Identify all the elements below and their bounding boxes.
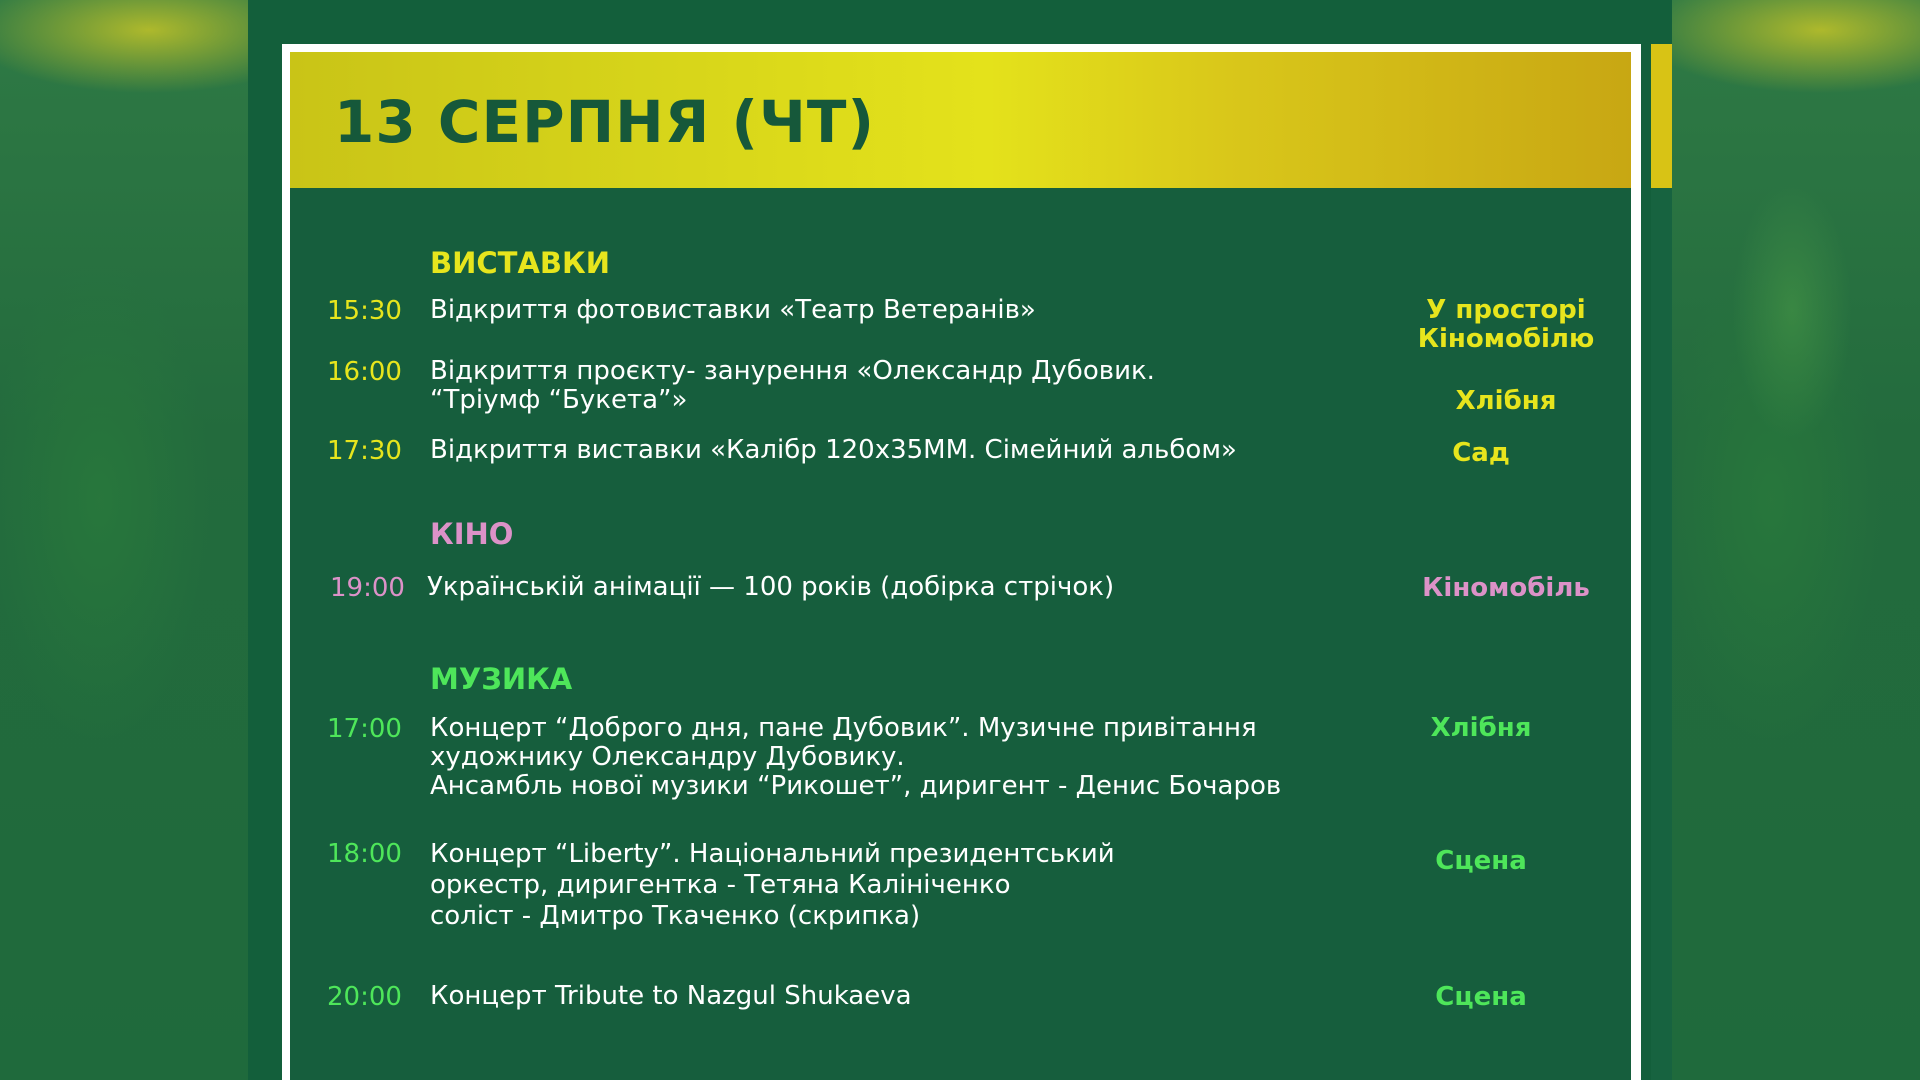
schedule-poster: [282, 44, 1641, 1080]
event-venue: Сцена: [1435, 982, 1527, 1012]
event-time: 20:00: [327, 982, 402, 1012]
event-venue: У просторі Кіномобілю: [1417, 295, 1595, 354]
event-description: Відкриття фотовиставки «Театр Ветеранів»: [430, 295, 1036, 325]
event-description: Концерт “Liberty”. Національний президентський оркестр, диригентка - Тетяна Калініченко соліст - Дмитро Ткаченко (скрипка): [430, 839, 1115, 931]
event-time: 17:30: [327, 436, 402, 466]
event-venue: Хлібня: [1430, 713, 1532, 743]
event-venue: Сцена: [1435, 846, 1527, 876]
event-description: Українській анімації — 100 років (добірка стрічок): [427, 572, 1115, 602]
date-title: 13 СЕРПНЯ (ЧТ): [334, 88, 875, 156]
event-time: 15:30: [327, 296, 402, 326]
blurred-background-right: [1672, 0, 1920, 1080]
event-description: Концерт Tribute to Nazgul Shukaeva: [430, 981, 912, 1011]
adjacent-poster-strip: [1651, 44, 1672, 1080]
event-description: Відкриття виставки «Калібр 120х35ММ. Сімейний альбом»: [430, 435, 1237, 465]
event-description: Відкриття проєкту- занурення «Олександр Дубовик. “Тріумф “Букета”»: [430, 356, 1155, 415]
date-header-band: [290, 52, 1631, 188]
event-venue: Хлібня: [1455, 386, 1557, 416]
event-time: 19:00: [330, 573, 405, 603]
event-time: 17:00: [327, 714, 402, 744]
event-description: Концерт “Доброго дня, пане Дубовик”. Музичне привітання художнику Олександру Дубовику. Ансамбль нової музики “Рикошет”, диригент - Денис Бочаров: [430, 713, 1282, 801]
event-time: 16:00: [327, 357, 402, 387]
section-title-music: МУЗИКА: [430, 662, 573, 696]
event-venue: Кіномобіль: [1422, 573, 1590, 603]
blurred-background-left: [0, 0, 248, 1080]
event-venue: Сад: [1452, 438, 1510, 468]
section-title-cinema: КІНО: [430, 517, 514, 551]
event-time: 18:00: [327, 839, 402, 869]
section-title-exhibitions: ВИСТАВКИ: [430, 246, 610, 280]
